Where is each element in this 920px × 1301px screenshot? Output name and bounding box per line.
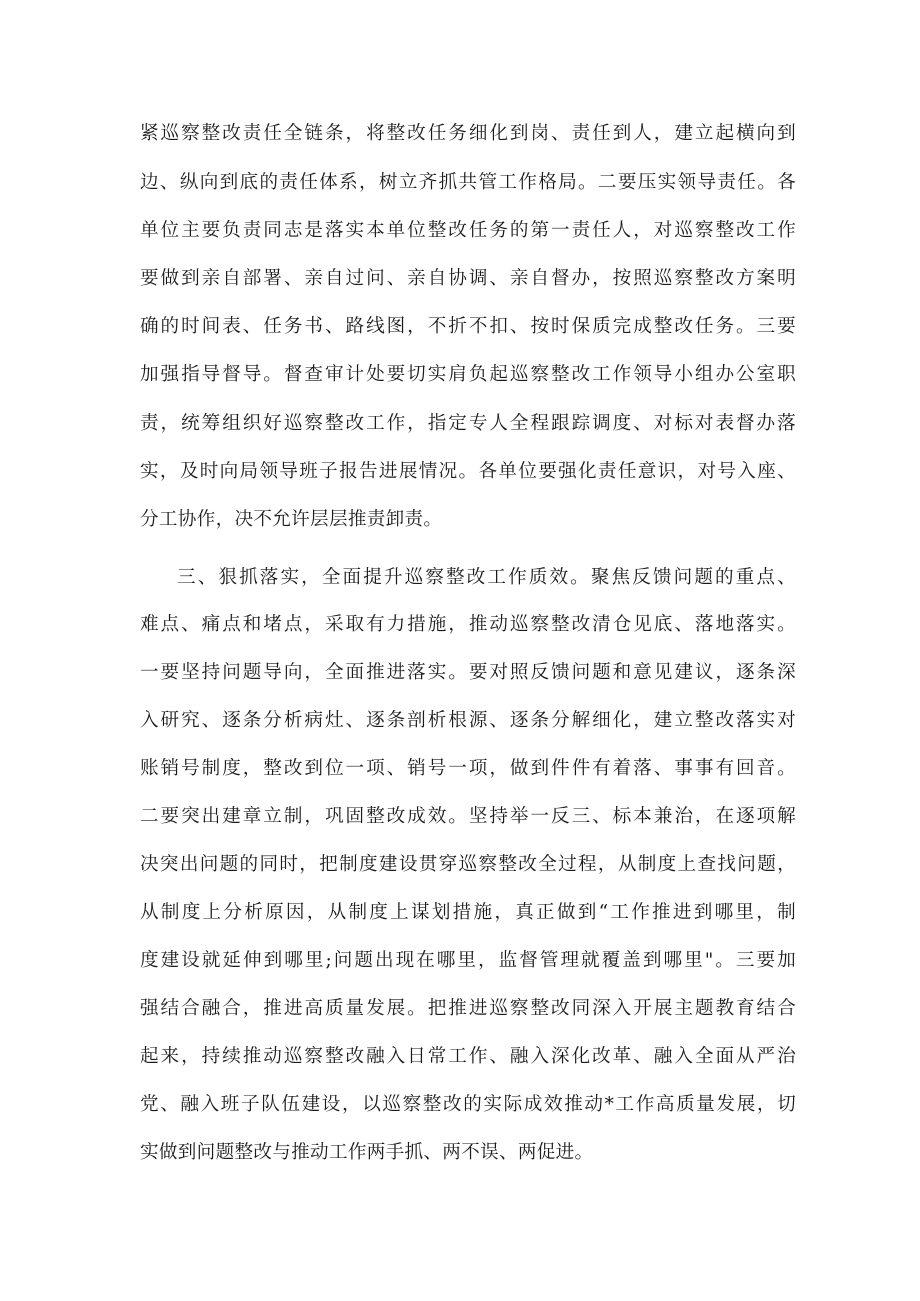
text-line: 账销号制度，整改到位一项、销号一项，做到件件有着落、事事有回音。 — [140, 758, 796, 779]
text-line: 实，及时向局领导班子报告进展情况。各单位要强化责任意识，对号入座、 — [140, 461, 796, 482]
text-line: 难点、痛点和堵点，采取有力措施，推动巡察整改清仓见底、落地落实。 — [140, 614, 796, 635]
section-heading-line: 三、狠抓落实，全面提升巡察整改工作质效。聚焦反馈问题的重点、 — [177, 567, 796, 588]
text-line: 党、融入班子队伍建设，以巡察整改的实际成效推动*工作高质量发展，切 — [140, 1094, 796, 1115]
text-line: 责，统筹组织好巡察整改工作，指定专人全程跟踪调度、对标对表督办落 — [140, 413, 796, 434]
text-line: 强结合融合，推进高质量发展。把推进巡察整改同深入开展主题教育结合 — [140, 998, 796, 1019]
text-line: 一要坚持问题导向，全面推进落实。要对照反馈问题和意见建议，逐条深 — [140, 662, 796, 683]
text-line: 起来，持续推动巡察整改融入日常工作、融入深化改革、融入全面从严治 — [140, 1046, 796, 1067]
text-line: 二要突出建章立制，巩固整改成效。坚持举一反三、标本兼治，在逐项解 — [140, 806, 796, 827]
text-line: 实做到问题整改与推动工作两手抓、两不误、两促进。 — [140, 1142, 594, 1163]
text-line: 从制度上分析原因，从制度上谋划措施，真正做到“工作推进到哪里，制 — [140, 902, 796, 923]
text-line: 决突出问题的同时，把制度建设贯穿巡察整改全过程，从制度上查找问题， — [140, 854, 796, 875]
text-line: 加强指导督导。督查审计处要切实肩负起巡察整改工作领导小组办公室职 — [140, 364, 796, 385]
text-line: 紧巡察整改责任全链条，将整改任务细化到岗、责任到人，建立起横向到 — [140, 123, 796, 144]
text-line: 度建设就延伸到哪里;问题出现在哪里，监督管理就覆盖到哪里"。三要加 — [140, 950, 796, 971]
text-line: 边、纵向到底的责任体系，树立齐抓共管工作格局。二要压实领导责任。各 — [140, 172, 796, 193]
text-line: 单位主要负责同志是落实本单位整改任务的第一责任人，对巡察整改工作 — [140, 220, 796, 241]
text-line: 入研究、逐条分析病灶、逐条剖析根源、逐条分解细化，建立整改落实对 — [140, 710, 796, 731]
text-line: 分工协作，决不允许层层推责卸责。 — [140, 509, 443, 530]
text-line: 要做到亲自部署、亲自过问、亲自协调、亲自督办，按照巡察整改方案明 — [140, 268, 796, 289]
text-line: 确的时间表、任务书、路线图，不折不扣、按时保质完成整改任务。三要 — [140, 316, 796, 337]
